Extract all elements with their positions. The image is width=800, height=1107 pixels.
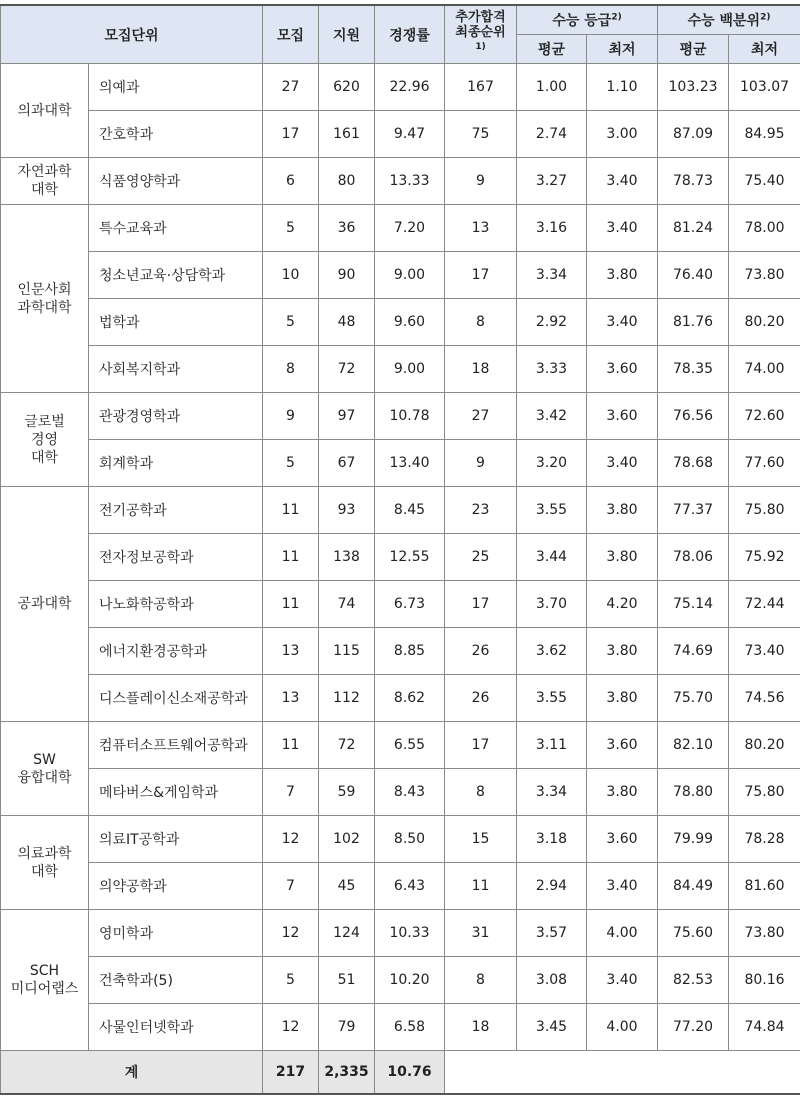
recruit-cell: 7: [263, 769, 319, 816]
grade-avg-cell: 2.74: [517, 111, 587, 158]
grade-min-cell: 3.40: [587, 158, 658, 205]
department-cell: 전자정보공학과: [89, 534, 263, 581]
applicants-cell: 72: [319, 346, 375, 393]
extra-rank-cell: 26: [445, 628, 517, 675]
grade-min-cell: 3.40: [587, 863, 658, 910]
grade-avg-cell: 3.55: [517, 675, 587, 722]
header-grade: [517, 5, 658, 35]
grade-min-cell: 3.00: [587, 111, 658, 158]
percentile-avg-cell: 82.10: [658, 722, 729, 769]
table-row: [1, 487, 800, 534]
department-cell: 회계학과: [89, 440, 263, 487]
applicants-cell: 80: [319, 158, 375, 205]
extra-rank-cell: 9: [445, 158, 517, 205]
department-cell: 나노화학공학과: [89, 581, 263, 628]
table-row: [1, 440, 800, 487]
grade-min-cell: 3.80: [587, 675, 658, 722]
applicants-cell: 36: [319, 205, 375, 252]
table-row: [1, 252, 800, 299]
percentile-avg-cell: 78.35: [658, 346, 729, 393]
percentile-min-cell: 80.20: [729, 299, 800, 346]
applicants-cell: 51: [319, 957, 375, 1004]
total-applicants: 2,335: [319, 1051, 375, 1095]
ratio-cell: 13.40: [375, 440, 445, 487]
grade-avg-cell: 3.44: [517, 534, 587, 581]
table-row: [1, 863, 800, 910]
header-percentile: [658, 5, 800, 35]
ratio-cell: 9.00: [375, 346, 445, 393]
recruit-cell: 9: [263, 393, 319, 440]
recruit-cell: 5: [263, 957, 319, 1004]
header-percentile-footnote: 2): [760, 12, 770, 22]
percentile-avg-cell: 77.20: [658, 1004, 729, 1051]
ratio-cell: 6.43: [375, 863, 445, 910]
grade-min-cell: 3.60: [587, 722, 658, 769]
department-cell: 특수교육과: [89, 205, 263, 252]
department-cell: 식품영양학과: [89, 158, 263, 205]
percentile-avg-cell: 78.68: [658, 440, 729, 487]
table-row: [1, 722, 800, 769]
percentile-min-cell: 74.84: [729, 1004, 800, 1051]
applicants-cell: 48: [319, 299, 375, 346]
recruit-cell: 13: [263, 628, 319, 675]
percentile-avg-cell: 78.06: [658, 534, 729, 581]
applicants-cell: 67: [319, 440, 375, 487]
total-blank: [445, 1051, 800, 1095]
table-row: [1, 111, 800, 158]
header-applicants: 지원: [319, 5, 375, 64]
table-row: [1, 581, 800, 628]
grade-avg-cell: 3.34: [517, 252, 587, 299]
college-cell: 인문사회 과학대학: [1, 205, 89, 393]
table-row: [1, 534, 800, 581]
extra-rank-cell: 26: [445, 675, 517, 722]
header-percentile-avg: 평균: [658, 35, 729, 64]
applicants-cell: 45: [319, 863, 375, 910]
grade-avg-cell: 2.92: [517, 299, 587, 346]
department-cell: 영미학과: [89, 910, 263, 957]
college-cell: 공과대학: [1, 487, 89, 722]
extra-rank-cell: 18: [445, 1004, 517, 1051]
ratio-cell: 9.00: [375, 252, 445, 299]
table-row: [1, 64, 800, 111]
table-row: [1, 1004, 800, 1051]
table-row: [1, 675, 800, 722]
total-recruit: 217: [263, 1051, 319, 1095]
percentile-min-cell: 81.60: [729, 863, 800, 910]
header-extra-line1: 추가합격: [455, 10, 505, 25]
extra-rank-cell: 167: [445, 64, 517, 111]
header-grade-label: 수능 등급: [552, 13, 611, 29]
applicants-cell: 97: [319, 393, 375, 440]
header-extra-rank: [445, 5, 517, 64]
table-row: [1, 299, 800, 346]
extra-rank-cell: 75: [445, 111, 517, 158]
ratio-cell: 22.96: [375, 64, 445, 111]
extra-rank-cell: 27: [445, 393, 517, 440]
ratio-cell: 8.62: [375, 675, 445, 722]
department-cell: 간호학과: [89, 111, 263, 158]
recruit-cell: 13: [263, 675, 319, 722]
extra-rank-cell: 23: [445, 487, 517, 534]
header-extra-footnote: 1): [475, 42, 485, 52]
college-cell: SCH 미디어랩스: [1, 910, 89, 1051]
applicants-cell: 90: [319, 252, 375, 299]
grade-avg-cell: 3.70: [517, 581, 587, 628]
percentile-avg-cell: 77.37: [658, 487, 729, 534]
percentile-avg-cell: 82.53: [658, 957, 729, 1004]
grade-min-cell: 3.80: [587, 769, 658, 816]
grade-min-cell: 3.60: [587, 346, 658, 393]
ratio-cell: 6.55: [375, 722, 445, 769]
percentile-min-cell: 73.80: [729, 252, 800, 299]
grade-avg-cell: 3.45: [517, 1004, 587, 1051]
department-cell: 의예과: [89, 64, 263, 111]
recruit-cell: 8: [263, 346, 319, 393]
extra-rank-cell: 18: [445, 346, 517, 393]
grade-avg-cell: 3.55: [517, 487, 587, 534]
ratio-cell: 8.45: [375, 487, 445, 534]
table-row: [1, 769, 800, 816]
percentile-min-cell: 103.07: [729, 64, 800, 111]
percentile-avg-cell: 78.80: [658, 769, 729, 816]
grade-min-cell: 3.40: [587, 205, 658, 252]
grade-avg-cell: 3.18: [517, 816, 587, 863]
table-row: [1, 816, 800, 863]
grade-avg-cell: 3.62: [517, 628, 587, 675]
ratio-cell: 6.73: [375, 581, 445, 628]
percentile-avg-cell: 103.23: [658, 64, 729, 111]
extra-rank-cell: 31: [445, 910, 517, 957]
extra-rank-cell: 17: [445, 722, 517, 769]
department-cell: 청소년교육·상담학과: [89, 252, 263, 299]
percentile-avg-cell: 87.09: [658, 111, 729, 158]
applicants-cell: 102: [319, 816, 375, 863]
applicants-cell: 138: [319, 534, 375, 581]
table-header: [1, 5, 800, 64]
table-body: [1, 64, 800, 1095]
recruit-cell: 7: [263, 863, 319, 910]
department-cell: 컴퓨터소프트웨어공학과: [89, 722, 263, 769]
header-extra-line2: 최종순위: [455, 25, 505, 40]
applicants-cell: 59: [319, 769, 375, 816]
department-cell: 사물인터넷학과: [89, 1004, 263, 1051]
ratio-cell: 12.55: [375, 534, 445, 581]
percentile-avg-cell: 75.70: [658, 675, 729, 722]
percentile-min-cell: 74.56: [729, 675, 800, 722]
applicants-cell: 93: [319, 487, 375, 534]
applicants-cell: 112: [319, 675, 375, 722]
ratio-cell: 10.33: [375, 910, 445, 957]
percentile-min-cell: 73.80: [729, 910, 800, 957]
percentile-min-cell: 73.40: [729, 628, 800, 675]
department-cell: 에너지환경공학과: [89, 628, 263, 675]
table-row: [1, 205, 800, 252]
grade-min-cell: 4.00: [587, 910, 658, 957]
grade-avg-cell: 3.27: [517, 158, 587, 205]
applicants-cell: 161: [319, 111, 375, 158]
percentile-min-cell: 84.95: [729, 111, 800, 158]
applicants-cell: 74: [319, 581, 375, 628]
header-ratio: 경쟁률: [375, 5, 445, 64]
department-cell: 법학과: [89, 299, 263, 346]
department-cell: 전기공학과: [89, 487, 263, 534]
extra-rank-cell: 9: [445, 440, 517, 487]
table-row: [1, 346, 800, 393]
ratio-cell: 8.85: [375, 628, 445, 675]
grade-min-cell: 1.10: [587, 64, 658, 111]
recruit-cell: 17: [263, 111, 319, 158]
ratio-cell: 8.50: [375, 816, 445, 863]
grade-min-cell: 3.60: [587, 816, 658, 863]
extra-rank-cell: 13: [445, 205, 517, 252]
grade-avg-cell: 3.57: [517, 910, 587, 957]
table-row: [1, 957, 800, 1004]
header-grade-avg: 평균: [517, 35, 587, 64]
recruit-cell: 12: [263, 816, 319, 863]
recruit-cell: 5: [263, 440, 319, 487]
college-cell: 의료과학 대학: [1, 816, 89, 910]
recruit-cell: 5: [263, 299, 319, 346]
grade-avg-cell: 3.33: [517, 346, 587, 393]
grade-avg-cell: 3.34: [517, 769, 587, 816]
department-cell: 디스플레이신소재공학과: [89, 675, 263, 722]
percentile-avg-cell: 81.24: [658, 205, 729, 252]
recruit-cell: 5: [263, 205, 319, 252]
percentile-avg-cell: 76.56: [658, 393, 729, 440]
extra-rank-cell: 15: [445, 816, 517, 863]
percentile-avg-cell: 81.76: [658, 299, 729, 346]
college-cell: SW 융합대학: [1, 722, 89, 816]
grade-min-cell: 3.80: [587, 628, 658, 675]
recruit-cell: 11: [263, 534, 319, 581]
ratio-cell: 9.60: [375, 299, 445, 346]
applicants-cell: 115: [319, 628, 375, 675]
applicants-cell: 79: [319, 1004, 375, 1051]
percentile-avg-cell: 74.69: [658, 628, 729, 675]
grade-avg-cell: 2.94: [517, 863, 587, 910]
extra-rank-cell: 11: [445, 863, 517, 910]
header-percentile-min: 최저: [729, 35, 800, 64]
ratio-cell: 10.20: [375, 957, 445, 1004]
header-grade-min: 최저: [587, 35, 658, 64]
recruit-cell: 12: [263, 1004, 319, 1051]
department-cell: 건축학과(5): [89, 957, 263, 1004]
college-cell: 의과대학: [1, 64, 89, 158]
percentile-min-cell: 77.60: [729, 440, 800, 487]
grade-avg-cell: 3.08: [517, 957, 587, 1004]
percentile-min-cell: 72.44: [729, 581, 800, 628]
applicants-cell: 620: [319, 64, 375, 111]
header-grade-footnote: 2): [611, 12, 621, 22]
extra-rank-cell: 8: [445, 769, 517, 816]
recruit-cell: 6: [263, 158, 319, 205]
table-row: [1, 910, 800, 957]
grade-avg-cell: 3.16: [517, 205, 587, 252]
grade-avg-cell: 3.20: [517, 440, 587, 487]
ratio-cell: 6.58: [375, 1004, 445, 1051]
recruit-cell: 12: [263, 910, 319, 957]
percentile-min-cell: 75.80: [729, 769, 800, 816]
header-recruit: 모집: [263, 5, 319, 64]
percentile-min-cell: 80.16: [729, 957, 800, 1004]
college-cell: 글로벌 경영 대학: [1, 393, 89, 487]
recruit-cell: 11: [263, 722, 319, 769]
table-row: [1, 158, 800, 205]
grade-min-cell: 4.00: [587, 1004, 658, 1051]
percentile-min-cell: 75.40: [729, 158, 800, 205]
percentile-min-cell: 78.28: [729, 816, 800, 863]
percentile-avg-cell: 79.99: [658, 816, 729, 863]
applicants-cell: 124: [319, 910, 375, 957]
grade-min-cell: 3.40: [587, 440, 658, 487]
grade-min-cell: 3.80: [587, 534, 658, 581]
applicants-cell: 72: [319, 722, 375, 769]
grade-min-cell: 3.40: [587, 299, 658, 346]
grade-min-cell: 3.40: [587, 957, 658, 1004]
percentile-min-cell: 75.80: [729, 487, 800, 534]
recruit-cell: 11: [263, 487, 319, 534]
grade-min-cell: 3.80: [587, 487, 658, 534]
college-cell: 자연과학 대학: [1, 158, 89, 205]
recruit-cell: 11: [263, 581, 319, 628]
recruit-cell: 10: [263, 252, 319, 299]
ratio-cell: 9.47: [375, 111, 445, 158]
percentile-avg-cell: 75.60: [658, 910, 729, 957]
grade-min-cell: 4.20: [587, 581, 658, 628]
ratio-cell: 8.43: [375, 769, 445, 816]
grade-min-cell: 3.80: [587, 252, 658, 299]
admission-results-table: [0, 4, 800, 1095]
percentile-min-cell: 78.00: [729, 205, 800, 252]
department-cell: 메타버스&게임학과: [89, 769, 263, 816]
table-row: [1, 628, 800, 675]
recruit-cell: 27: [263, 64, 319, 111]
grade-avg-cell: 1.00: [517, 64, 587, 111]
percentile-min-cell: 80.20: [729, 722, 800, 769]
total-label: 계: [1, 1051, 263, 1095]
department-cell: 관광경영학과: [89, 393, 263, 440]
ratio-cell: 10.78: [375, 393, 445, 440]
department-cell: 사회복지학과: [89, 346, 263, 393]
percentile-min-cell: 72.60: [729, 393, 800, 440]
grade-min-cell: 3.60: [587, 393, 658, 440]
department-cell: 의약공학과: [89, 863, 263, 910]
extra-rank-cell: 8: [445, 299, 517, 346]
ratio-cell: 13.33: [375, 158, 445, 205]
percentile-avg-cell: 78.73: [658, 158, 729, 205]
header-percentile-label: 수능 백분위: [688, 13, 761, 29]
percentile-min-cell: 75.92: [729, 534, 800, 581]
extra-rank-cell: 17: [445, 252, 517, 299]
extra-rank-cell: 8: [445, 957, 517, 1004]
percentile-avg-cell: 75.14: [658, 581, 729, 628]
percentile-min-cell: 74.00: [729, 346, 800, 393]
percentile-avg-cell: 84.49: [658, 863, 729, 910]
total-ratio: 10.76: [375, 1051, 445, 1095]
department-cell: 의료IT공학과: [89, 816, 263, 863]
extra-rank-cell: 25: [445, 534, 517, 581]
grade-avg-cell: 3.11: [517, 722, 587, 769]
ratio-cell: 7.20: [375, 205, 445, 252]
table-row: [1, 393, 800, 440]
percentile-avg-cell: 76.40: [658, 252, 729, 299]
header-unit: 모집단위: [1, 5, 263, 64]
grade-avg-cell: 3.42: [517, 393, 587, 440]
extra-rank-cell: 17: [445, 581, 517, 628]
total-row: [1, 1051, 800, 1095]
